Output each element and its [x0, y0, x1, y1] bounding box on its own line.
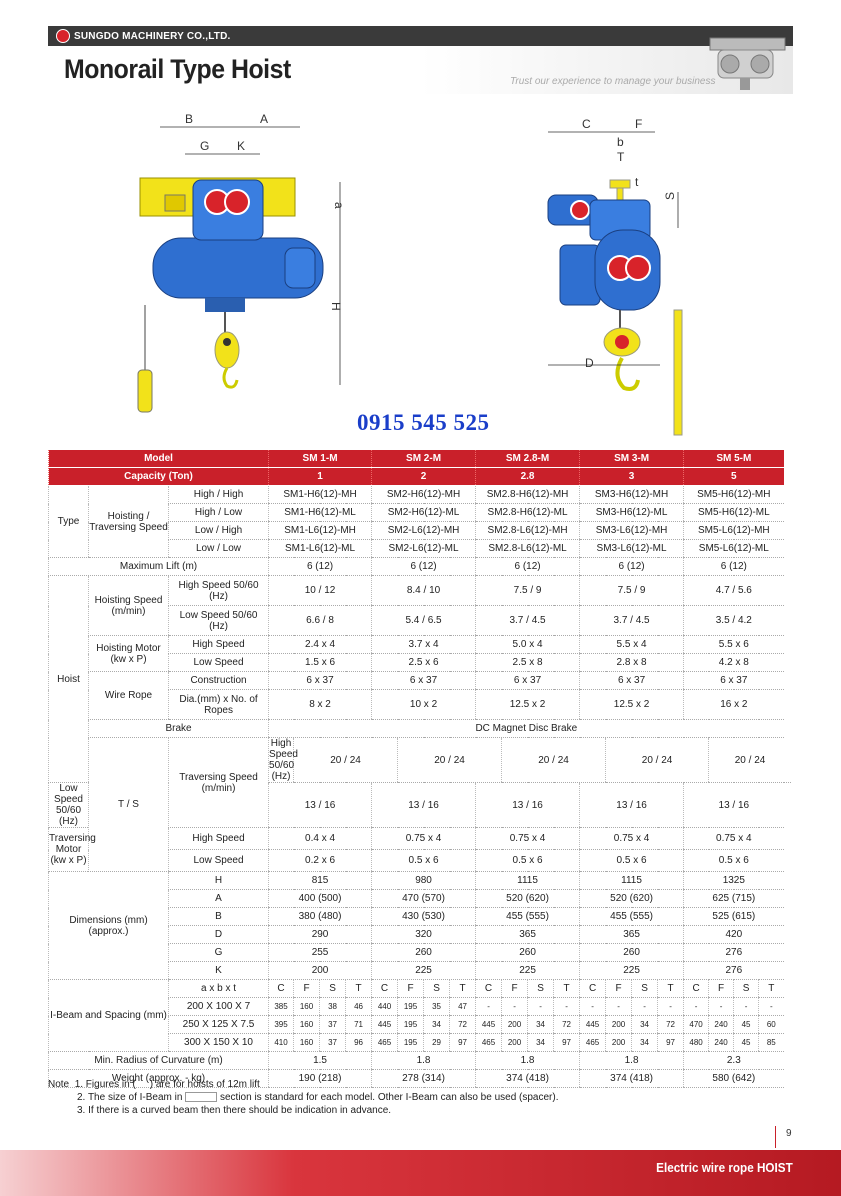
cell: - [528, 998, 554, 1016]
cell: 96 [346, 1034, 372, 1052]
cell: 815 [269, 872, 372, 890]
cell: 5.4 / 6.5 [372, 606, 476, 636]
cell: - [759, 998, 784, 1016]
cell: 47 [450, 998, 476, 1016]
row-label: a x b x t [169, 980, 269, 998]
cell: 6 x 37 [476, 672, 580, 690]
cell: 2.5 x 6 [372, 654, 476, 672]
cell: S [734, 980, 759, 998]
cell: 4.2 x 8 [684, 654, 784, 672]
model-row [49, 450, 792, 468]
cell: 6 (12) [372, 558, 476, 576]
cell: 34 [632, 1016, 658, 1034]
cell: DC Magnet Disc Brake [269, 720, 784, 738]
cell: F [709, 980, 734, 998]
cell: 580 (642) [684, 1070, 784, 1088]
cell: C [684, 980, 709, 998]
row-label: Low / High [169, 522, 269, 540]
hoisting-motor-label: Hoisting Motor (kw x P) [89, 636, 169, 672]
row-label: High / High [169, 486, 269, 504]
cell: F [502, 980, 528, 998]
cell: 470 (570) [372, 890, 476, 908]
hoisting-traversing-label: Hoisting / Traversing Speed [89, 486, 169, 558]
cell: T [759, 980, 784, 998]
cell: 12.5 x 2 [476, 690, 580, 720]
company-name: SUNGDO MACHINERY CO.,LTD. [74, 30, 231, 42]
cell: 20 / 24 [398, 738, 502, 783]
row-label: Min. Radius of Curvature (m) [49, 1052, 269, 1070]
cell: F [294, 980, 320, 998]
cell: 6 (12) [269, 558, 372, 576]
table-row [49, 636, 792, 654]
cell: SM1-H6(12)-MH [269, 486, 372, 504]
cell: 525 (615) [684, 908, 784, 926]
cell: 20 / 24 [294, 738, 398, 783]
cell: 1115 [476, 872, 580, 890]
row-label: D [169, 926, 269, 944]
cell: 29 [424, 1034, 450, 1052]
cell: 465 [476, 1034, 502, 1052]
cell: 6 x 37 [684, 672, 784, 690]
row-label: Low / Low [169, 540, 269, 558]
cell: 240 [709, 1016, 734, 1034]
cell: F [398, 980, 424, 998]
row-label: Low Speed 50/60 (Hz) [49, 783, 89, 828]
cell: 6 x 37 [269, 672, 372, 690]
row-label: 200 X 100 X 7 [169, 998, 269, 1016]
cell: 160 [294, 998, 320, 1016]
cell: 0.5 x 6 [580, 850, 684, 872]
row-label: B [169, 908, 269, 926]
cell: 195 [398, 998, 424, 1016]
cell: 455 (555) [580, 908, 684, 926]
cell: 278 (314) [372, 1070, 476, 1088]
page-number: 9 [786, 1128, 792, 1139]
ts-label: T / S [89, 738, 169, 872]
cell: 37 [320, 1034, 346, 1052]
dim-label-T: T [617, 150, 625, 164]
page-title: Monorail Type Hoist [64, 54, 291, 84]
hoist-label: Hoist [49, 576, 89, 783]
cell: 6 (12) [476, 558, 580, 576]
cell: 395 [269, 1016, 294, 1034]
cell: 320 [372, 926, 476, 944]
model-label: Model [49, 450, 269, 468]
cell: 6 x 37 [372, 672, 476, 690]
cell: SM1-L6(12)-MH [269, 522, 372, 540]
cell: C [372, 980, 398, 998]
cell: 2.4 x 4 [269, 636, 372, 654]
dim-label-F: F [635, 117, 643, 131]
model-cell: SM 1-M [269, 450, 372, 468]
cell: 1.8 [372, 1052, 476, 1070]
cell: 2.5 x 8 [476, 654, 580, 672]
cell: 260 [580, 944, 684, 962]
dim-label-D: D [585, 356, 594, 370]
capacity-cell: 3 [580, 468, 684, 486]
row-label: H [169, 872, 269, 890]
cell: 374 (418) [476, 1070, 580, 1088]
cell: 445 [476, 1016, 502, 1034]
hoisting-speed-label: Hoisting Speed (m/min) [89, 576, 169, 636]
cell: 72 [658, 1016, 684, 1034]
cell: 38 [320, 998, 346, 1016]
cell: 625 (715) [684, 890, 784, 908]
note-1-end: ) are for hoists of 12m lift [149, 1079, 260, 1090]
cell: 97 [450, 1034, 476, 1052]
cell: 1.8 [580, 1052, 684, 1070]
cell: 0.4 x 4 [269, 828, 372, 850]
cell: 13 / 16 [372, 783, 476, 828]
row-label: High / Low [169, 504, 269, 522]
cell: 72 [450, 1016, 476, 1034]
cell: - [476, 998, 502, 1016]
cell: 225 [580, 962, 684, 980]
note-2-start: 2. The size of I-Beam in [77, 1092, 183, 1103]
hoist-side-view-drawing [540, 110, 700, 440]
cell: 20 / 24 [502, 738, 606, 783]
row-label: High Speed [169, 636, 269, 654]
notes-label: Note [48, 1079, 70, 1090]
cell: 200 [606, 1034, 632, 1052]
dim-label-A: A [260, 112, 269, 126]
cell: SM5-H6(12)-MH [684, 486, 784, 504]
cell: 195 [398, 1034, 424, 1052]
cell: - [554, 998, 580, 1016]
cell: - [734, 998, 759, 1016]
cell: SM5-H6(12)-ML [684, 504, 784, 522]
ibeam-label: I-Beam and Spacing (mm) [49, 980, 169, 1052]
row-label: 250 X 125 X 7.5 [169, 1016, 269, 1034]
cell: 3.7 x 4 [372, 636, 476, 654]
cell: S [320, 980, 346, 998]
note-1-start: 1. Figures in ( [74, 1079, 136, 1090]
cell: 34 [632, 1034, 658, 1052]
cell: 480 [684, 1034, 709, 1052]
header-product-illustration [700, 28, 793, 94]
cell: 85 [759, 1034, 784, 1052]
cell: 7.5 / 9 [476, 576, 580, 606]
cell: 1.5 x 6 [269, 654, 372, 672]
cell: 455 (555) [476, 908, 580, 926]
cell: T [658, 980, 684, 998]
cell: 1115 [580, 872, 684, 890]
cell: 5.5 x 6 [684, 636, 784, 654]
cell: 0.5 x 6 [372, 850, 476, 872]
cell: SM3-H6(12)-MH [580, 486, 684, 504]
row-label: Construction [169, 672, 269, 690]
cell: 13 / 16 [684, 783, 784, 828]
cell: 0.5 x 6 [684, 850, 784, 872]
footer-product-line: Electric wire rope HOIST [656, 1160, 793, 1175]
ibeam-header-row [49, 980, 792, 998]
cell: - [580, 998, 606, 1016]
cell: 97 [554, 1034, 580, 1052]
cell: 400 (500) [269, 890, 372, 908]
cell: 8 x 2 [269, 690, 372, 720]
dim-label-t: t [635, 175, 639, 189]
cell: 365 [476, 926, 580, 944]
row-label: 300 X 150 X 10 [169, 1034, 269, 1052]
cell: 290 [269, 926, 372, 944]
cell: S [632, 980, 658, 998]
cell: 225 [372, 962, 476, 980]
cell: 2.8 x 8 [580, 654, 684, 672]
cell: 200 [606, 1016, 632, 1034]
cell: - [684, 998, 709, 1016]
cell: 276 [684, 962, 784, 980]
model-cell: SM 5-M [684, 450, 784, 468]
cell: 410 [269, 1034, 294, 1052]
cell: 440 [372, 998, 398, 1016]
capacity-cell: 2 [372, 468, 476, 486]
cell: S [424, 980, 450, 998]
cell: 0.75 x 4 [372, 828, 476, 850]
row-label: Brake [89, 720, 269, 738]
table-row [49, 576, 792, 606]
cell: C [269, 980, 294, 998]
cell: 5.5 x 4 [580, 636, 684, 654]
cell: 16 x 2 [684, 690, 784, 720]
tagline: Trust our experience to manage your business [510, 76, 716, 87]
row-label: Weight (approx. - kg) [49, 1070, 269, 1088]
table-row [49, 672, 792, 690]
model-cell: SM 2-M [372, 450, 476, 468]
cell: C [580, 980, 606, 998]
spec-table [48, 450, 791, 1088]
cell: 1325 [684, 872, 784, 890]
cell: 445 [372, 1016, 398, 1034]
table-row [49, 720, 792, 738]
row-label: A [169, 890, 269, 908]
cell: 37 [320, 1016, 346, 1034]
cell: SM2-L6(12)-MH [372, 522, 476, 540]
cell: 0.2 x 6 [269, 850, 372, 872]
cell: 520 (620) [580, 890, 684, 908]
cell: 8.4 / 10 [372, 576, 476, 606]
cell: 0.75 x 4 [476, 828, 580, 850]
company-logo [56, 28, 230, 44]
cell: F [606, 980, 632, 998]
cell: 260 [372, 944, 476, 962]
cell: 35 [424, 998, 450, 1016]
cell: 20 / 24 [606, 738, 709, 783]
cell: 190 (218) [269, 1070, 372, 1088]
cell: 2.3 [684, 1052, 784, 1070]
table-row [49, 1052, 792, 1070]
cell: 980 [372, 872, 476, 890]
row-label: High Speed [169, 828, 269, 850]
cell: - [658, 998, 684, 1016]
cell: 240 [709, 1034, 734, 1052]
row-label: Low Speed [169, 654, 269, 672]
cell: 7.5 / 9 [580, 576, 684, 606]
cell: 200 [269, 962, 372, 980]
standard-section-box-icon [185, 1092, 217, 1102]
cell: 445 [580, 1016, 606, 1034]
dim-label-S: S [663, 191, 677, 200]
cell: S [528, 980, 554, 998]
cell: 385 [269, 998, 294, 1016]
capacity-row [49, 468, 792, 486]
cell: SM2.8-L6(12)-ML [476, 540, 580, 558]
dimensions-label: Dimensions (mm) (approx.) [49, 872, 169, 980]
cell: 260 [476, 944, 580, 962]
cell: SM2.8-H6(12)-MH [476, 486, 580, 504]
cell: SM2-H6(12)-MH [372, 486, 476, 504]
cell: 0.75 x 4 [684, 828, 784, 850]
cell: 1.5 [269, 1052, 372, 1070]
cell: SM1-L6(12)-ML [269, 540, 372, 558]
cell: 46 [346, 998, 372, 1016]
cell: 60 [759, 1016, 784, 1034]
cell: 34 [528, 1034, 554, 1052]
cell: 225 [476, 962, 580, 980]
cell: - [632, 998, 658, 1016]
cell: 5.0 x 4 [476, 636, 580, 654]
cell: 1.8 [476, 1052, 580, 1070]
cell: 13 / 16 [269, 783, 372, 828]
cell: 71 [346, 1016, 372, 1034]
capacity-label: Capacity (Ton) [49, 468, 269, 486]
model-cell: SM 2.8-M [476, 450, 580, 468]
cell: SM2.8-L6(12)-MH [476, 522, 580, 540]
hoist-front-view-drawing [135, 110, 360, 420]
cell: C [476, 980, 502, 998]
row-label: K [169, 962, 269, 980]
cell: SM5-L6(12)-ML [684, 540, 784, 558]
cell: 200 [502, 1034, 528, 1052]
cell: 0.75 x 4 [580, 828, 684, 850]
cell: 195 [398, 1016, 424, 1034]
cell: 12.5 x 2 [580, 690, 684, 720]
cell: 200 [502, 1016, 528, 1034]
cell: 6.6 / 8 [269, 606, 372, 636]
row-label: High Speed 50/60 (Hz) [269, 738, 298, 782]
cell: T [450, 980, 476, 998]
cell: 6 (12) [684, 558, 784, 576]
cell: 160 [294, 1016, 320, 1034]
row-label: Low Speed [169, 850, 269, 872]
page-divider [775, 1126, 776, 1148]
cell: 520 (620) [476, 890, 580, 908]
cell: - [709, 998, 734, 1016]
table-row [49, 738, 792, 783]
cell: 3.7 / 4.5 [476, 606, 580, 636]
cell: 6 x 37 [580, 672, 684, 690]
cell: SM2-L6(12)-ML [372, 540, 476, 558]
dim-label-B: B [185, 112, 194, 126]
cell: 13 / 16 [476, 783, 580, 828]
cell: SM2-H6(12)-ML [372, 504, 476, 522]
cell: SM1-H6(12)-ML [269, 504, 372, 522]
cell: SM5-L6(12)-MH [684, 522, 784, 540]
cell: 3.5 / 4.2 [684, 606, 784, 636]
dim-label-K: K [237, 139, 246, 153]
cell: 10 x 2 [372, 690, 476, 720]
cell: 20 / 24 [709, 738, 791, 783]
cell: 6 (12) [580, 558, 684, 576]
cell: 34 [528, 1016, 554, 1034]
cell: SM2.8-H6(12)-ML [476, 504, 580, 522]
traversing-motor-label: Traversing Motor (kw x P) [49, 828, 89, 872]
cell: 374 (418) [580, 1070, 684, 1088]
wire-rope-label: Wire Rope [89, 672, 169, 720]
cell: 45 [734, 1016, 759, 1034]
traversing-speed-label: Traversing Speed (m/min) [169, 738, 269, 828]
cell: 430 (530) [372, 908, 476, 926]
dim-label-a: a [332, 202, 346, 209]
dim-label-G: G [200, 139, 210, 153]
cell: 465 [372, 1034, 398, 1052]
capacity-cell: 1 [269, 468, 372, 486]
cell: SM3-H6(12)-ML [580, 504, 684, 522]
row-label: G [169, 944, 269, 962]
row-label: High Speed 50/60 (Hz) [169, 576, 269, 606]
capacity-cell: 5 [684, 468, 784, 486]
dim-label-H: H [329, 302, 343, 311]
cell: 365 [580, 926, 684, 944]
cell: 255 [269, 944, 372, 962]
dim-label-b: b [617, 135, 624, 149]
cell: SM3-L6(12)-MH [580, 522, 684, 540]
capacity-cell: 2.8 [476, 468, 580, 486]
note-3: 3. If there is a curved beam then there should be indication in advance. [77, 1105, 392, 1116]
note-2-end: section is standard for each model. Other I-Beam can also be used (spacer). [219, 1092, 559, 1103]
table-row [49, 558, 792, 576]
cell: - [502, 998, 528, 1016]
cell: 4.7 / 5.6 [684, 576, 784, 606]
cell: 380 (480) [269, 908, 372, 926]
model-cell: SM 3-M [580, 450, 684, 468]
cell: 276 [684, 944, 784, 962]
cell: 470 [684, 1016, 709, 1034]
notes [48, 1078, 559, 1117]
row-label: Maximum Lift (m) [49, 558, 269, 576]
cell: 3.7 / 4.5 [580, 606, 684, 636]
cell: 420 [684, 926, 784, 944]
table-row [49, 872, 792, 890]
cell: 97 [658, 1034, 684, 1052]
cell: 0.5 x 6 [476, 850, 580, 872]
table-row [49, 486, 792, 504]
type-label: Type [49, 486, 89, 558]
cell: 72 [554, 1016, 580, 1034]
cell: T [346, 980, 372, 998]
row-label: Dia.(mm) x No. of Ropes [169, 690, 269, 720]
cell: - [606, 998, 632, 1016]
cell: T [554, 980, 580, 998]
cell: 34 [424, 1016, 450, 1034]
logo-mark-icon [56, 29, 70, 43]
cell: 13 / 16 [580, 783, 684, 828]
cell: SM3-L6(12)-ML [580, 540, 684, 558]
cell: 465 [580, 1034, 606, 1052]
row-label: Low Speed 50/60 (Hz) [169, 606, 269, 636]
dim-label-C: C [582, 117, 591, 131]
cell: 160 [294, 1034, 320, 1052]
cell: 10 / 12 [269, 576, 372, 606]
phone-number: 0915 545 525 [357, 410, 490, 435]
cell: 45 [734, 1034, 759, 1052]
